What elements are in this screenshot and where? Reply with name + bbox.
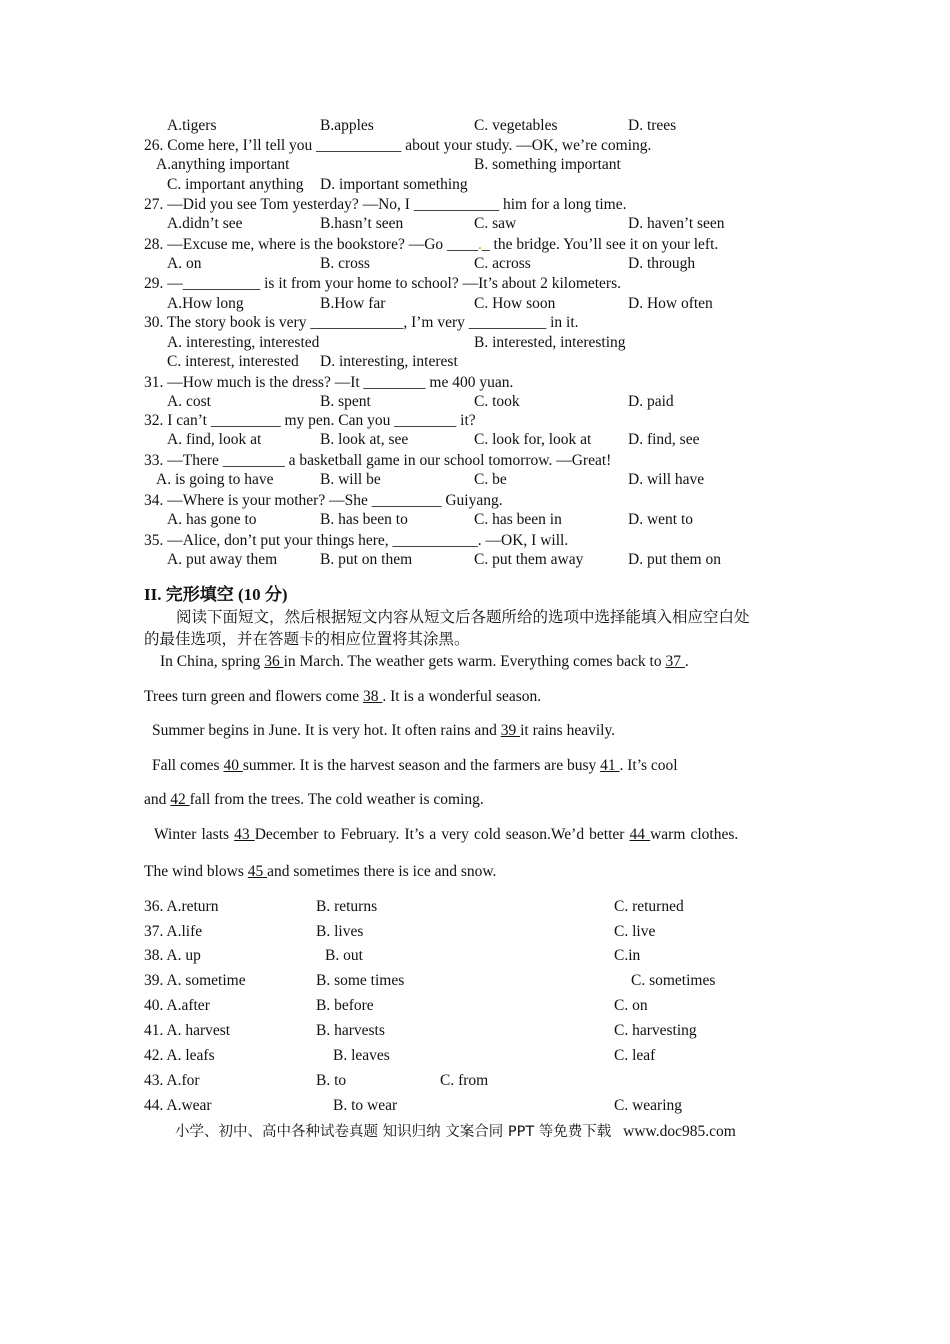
option-b: B. out [325,947,363,964]
option-b: B. will be [320,471,381,488]
passage-line-3: Summer begins in June. It is very hot. It often rains and 39 it rains heavily. [152,722,616,739]
blank-38: 38 [362,688,383,705]
option-d: D. through [628,255,696,272]
option-b: B. put on them [320,551,413,568]
option-c: C. How soon [474,295,556,312]
highlight-dot: . [478,236,482,253]
footer-url: www.doc985.com [623,1123,736,1140]
option-c: C.in [614,947,641,964]
question-stem: 28. —Excuse me, where is the bookstore? —Go ____._ the bridge. You’ll see it on your left. [144,236,719,253]
passage-line-5: and 42 fall from the trees. The cold weather is coming. [144,791,484,808]
option-c: C. interest, interested [167,353,299,370]
passage-line-6: Winter lasts 43 December to February. It’s a very cold season.We’d better 44 warm clothes. [154,826,739,843]
option-c: C. has been in [474,511,562,528]
option-b: B. before [316,997,374,1014]
blank-41: 41 [600,757,620,774]
section-instruction-line-2: 的最佳选项，并在答题卡的相应位置将其涂黑。 [144,630,470,648]
option-c: C. returned [614,898,684,915]
option-a: 36. A.return [144,898,219,915]
option-d: D. find, see [628,431,700,448]
option-d: D. will have [628,471,705,488]
option-a: A. find, look at [167,431,262,448]
option-c: C. saw [474,215,517,232]
option-d: D. important something [320,176,468,193]
option-b: B. harvests [316,1022,385,1039]
option-c: C. harvesting [614,1022,697,1039]
blank-42: 42 [170,791,190,808]
option-b: B.hasn’t seen [320,215,404,232]
option-c: C. sometimes [631,972,716,989]
option-a: 43. A.for [144,1072,200,1089]
option-d: D. trees [628,117,677,134]
option-d: D. put them on [628,551,721,568]
question-stem: 34. —Where is your mother? —She _________ Guiyang. [144,492,503,509]
option-a: A. is going to have [156,471,274,488]
option-a: A. on [167,255,202,272]
question-stem: 29. —__________ is it from your home to school? —It’s about 2 kilometers. [144,275,622,292]
question-stem: 33. —There ________ a basketball game in our school tomorrow. —Great! [144,452,612,469]
section-instruction-line-1: 阅读下面短文，然后根据短文内容从短文后各题所给的选项中选择能填入相应空白处 [176,608,750,626]
option-c: C. wearing [614,1097,683,1114]
passage-line-2: Trees turn green and flowers come 38 . It is a wonderful season. [144,688,542,705]
blank-40: 40 [223,757,243,774]
option-b: B. lives [316,923,364,940]
question-stem: 35. —Alice, don’t put your things here, ___________. —OK, I will. [144,532,569,549]
option-b: B. interested, interesting [474,334,626,351]
blank-43: 43 [234,826,255,843]
section-title: II. 完形填空 (10 分) [144,585,288,604]
option-d: D. paid [628,393,674,410]
option-c: C. be [474,471,507,488]
passage-line-1: In China, spring 36 in March. The weather gets warm. Everything comes back to 37 . [160,653,689,670]
blank-45: 45 [247,863,268,880]
option-a: 41. A. harvest [144,1022,231,1039]
option-b: B. some times [316,972,405,989]
option-c: C. put them away [474,551,584,568]
question-stem: 31. —How much is the dress? —It ________ me 400 yuan. [144,374,514,391]
option-a: A. interesting, interested [167,334,320,351]
option-b: B. look at, see [320,431,409,448]
footer-text: 小学、初中、高中各种试卷真题 知识归纳 文案合同 PPT 等免费下载 [175,1124,612,1140]
option-d: D. haven’t seen [628,215,725,232]
option-b: B. to wear [333,1097,398,1114]
option-a: 39. A. sometime [144,972,246,989]
question-stem: 30. The story book is very ____________, I’m very __________ in it. [144,314,579,331]
option-a: A. put away them [167,551,278,568]
option-c: C. live [614,923,656,940]
option-a: A.didn’t see [167,215,243,232]
option-b: B. something important [474,156,621,173]
option-a: A. has gone to [167,511,257,528]
option-a: A.How long [167,295,244,312]
option-d: D. went to [628,511,694,528]
option-c: C. look for, look at [474,431,592,448]
option-c: C. important anything [167,176,304,193]
passage-line-4: Fall comes 40 summer. It is the harvest season and the farmers are busy 41 . It’s cool [152,757,678,774]
option-c: C. vegetables [474,117,558,134]
option-b: B.apples [320,117,374,134]
blank-44: 44 [629,826,651,843]
option-a: A.tigers [167,117,217,134]
blank-36: 36 [264,653,284,670]
option-a: A.anything important [156,156,290,173]
question-stem: 32. I can’t _________ my pen. Can you ________ it? [144,412,476,429]
option-b: B. to [316,1072,347,1089]
blank-39: 39 [500,722,521,739]
option-c: C. took [474,393,520,410]
option-b: B.How far [320,295,386,312]
option-b: B. spent [320,393,371,410]
option-c: C. leaf [614,1047,656,1064]
option-b: B. leaves [333,1047,390,1064]
option-c: C. on [614,997,648,1014]
blank-37: 37 [665,653,685,670]
option-d: D. interesting, interest [320,353,458,370]
option-a: 42. A. leafs [144,1047,215,1064]
option-d: D. How often [628,295,713,312]
question-stem: 27. —Did you see Tom yesterday? —No, I ___________ him for a long time. [144,196,627,213]
option-c: C. across [474,255,531,272]
passage-line-7: The wind blows 45 and sometimes there is ice and snow. [144,863,497,880]
option-a: A. cost [167,393,211,410]
option-a: 44. A.wear [144,1097,212,1114]
option-a: 37. A.life [144,923,203,940]
option-b: B. returns [316,898,378,915]
option-b: B. cross [320,255,370,272]
page-footer [175,1122,736,1142]
option-a: 38. A. up [144,947,201,964]
option-c: C. from [440,1072,489,1089]
option-b: B. has been to [320,511,408,528]
question-stem: 26. Come here, I’ll tell you ___________ about your study. —OK, we’re coming. [144,137,652,154]
option-a: 40. A.after [144,997,210,1014]
